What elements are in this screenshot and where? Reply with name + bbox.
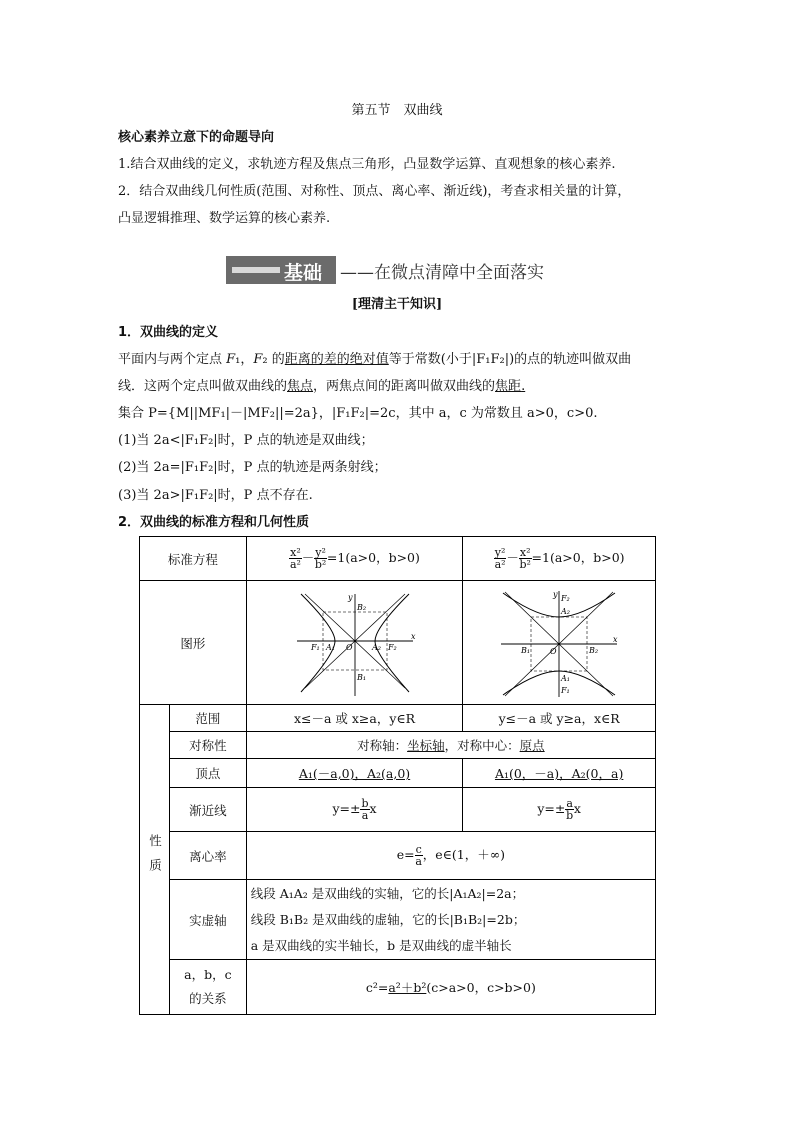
def-text: . <box>521 379 526 394</box>
label-b2: B₂ <box>589 645 599 655</box>
std-eq-1: $\frac{\text{x²}}{\text{a²}}$ － $\frac{\text{y²}}{\text{b²}}$ =1(a>0，b>0) <box>246 537 463 581</box>
def-text: 平面内与两个定点 <box>118 352 227 367</box>
label-x: x <box>410 631 416 641</box>
graph-cell-2 <box>463 581 656 705</box>
hyperbola-y-graph <box>497 587 621 699</box>
denominator: a <box>361 809 369 822</box>
label-x: x <box>613 634 618 644</box>
numerator: y² <box>315 546 326 559</box>
def-f2: F <box>253 352 263 367</box>
denominator: a² <box>289 558 301 571</box>
eq-tail: =1(a>0，b>0) <box>531 550 625 565</box>
table-row <box>140 759 656 788</box>
page-title: 第五节 双曲线 <box>351 103 443 118</box>
def-text: ，两焦点间的距离叫做双曲线的 <box>313 379 496 394</box>
eccentricity-label: 离心率 <box>169 832 246 880</box>
relation-label-line-1: a，b，c <box>184 967 232 982</box>
def-focal-distance-term: 焦距 <box>495 379 522 394</box>
table-row <box>140 537 656 581</box>
fraction <box>494 547 507 570</box>
goal-1: 1.结合双曲线的定义，求轨迹方程及焦点三角形，凸显数学运算、直观想象的核心素养. <box>118 157 616 172</box>
sym-center-term: 原点 <box>519 738 545 753</box>
label-y: y <box>347 592 353 602</box>
fraction <box>360 798 369 821</box>
banner-box <box>226 256 336 284</box>
numerator: y² <box>494 546 506 559</box>
axis-label: 实虚轴 <box>169 880 246 960</box>
definition-line-2 <box>118 375 525 394</box>
rel-key-term: a²＋b² <box>388 980 427 995</box>
label-a1: A₁ <box>325 642 335 652</box>
property-label-text: 性质 <box>147 833 163 883</box>
table-row <box>140 788 656 832</box>
section-banner <box>226 256 564 284</box>
table-row <box>140 880 656 960</box>
properties-table <box>139 536 656 1015</box>
equation-heading: 2．双曲线的标准方程和几何性质 <box>118 515 310 530</box>
guide-heading: 核心素养立意下的命题导向 <box>118 130 275 145</box>
case-1: (1)当 2a<|F₁F₂|时，P 点的轨迹是双曲线； <box>118 433 374 448</box>
def-text: ₁， <box>235 352 254 367</box>
asym-text: y=± <box>332 801 361 816</box>
label-a2: A₂ <box>561 606 571 616</box>
asymptote-2 <box>463 788 656 832</box>
symmetry-value <box>246 732 655 759</box>
label-f1: F₁ <box>561 685 570 695</box>
axis-value <box>246 880 655 960</box>
asym-text: x <box>573 801 581 816</box>
eq-tail: =1(a>0，b>0) <box>326 550 420 565</box>
graph-label: 图形 <box>140 581 247 705</box>
asymptote-1 <box>246 788 463 832</box>
asym-text: y=± <box>537 801 566 816</box>
ecc-text: e= <box>396 847 415 862</box>
fraction <box>314 547 327 570</box>
numerator: c <box>415 843 422 856</box>
ecc-text: ，e∈(1，＋∞) <box>422 847 506 862</box>
label-b1: B₁ <box>521 645 531 655</box>
denominator: b² <box>519 558 531 571</box>
label-f1: F₁ <box>310 642 320 652</box>
label-b1: B₁ <box>356 672 366 682</box>
std-eq-2: $\frac{\text{y²}}{\text{a²}}$ － $\frac{\text{x²}}{\text{b²}}$ =1(a>0，b>0) <box>463 537 656 581</box>
denominator: b² <box>314 558 327 571</box>
numerator: x² <box>519 546 531 559</box>
rel-text: c²= <box>365 980 389 995</box>
numerator: b <box>361 797 369 810</box>
def-text: ₂ 的 <box>262 352 285 367</box>
sym-axis-term: 坐标轴 <box>407 738 445 753</box>
denominator: a² <box>494 558 506 571</box>
table-row <box>140 832 656 880</box>
definition-heading: 1．双曲线的定义 <box>118 325 219 340</box>
banner-key: 基础 <box>284 262 323 284</box>
label-a1: A₁ <box>561 673 571 683</box>
range-label: 范围 <box>169 705 246 732</box>
property-label <box>140 705 170 1015</box>
relation-label-line-2: 的关系 <box>189 991 227 1006</box>
range-2: y≤－a 或 y≥a，x∈R <box>463 705 656 732</box>
table-row <box>140 960 656 1015</box>
banner-subtitle: ——在微点清障中全面落实 <box>340 263 544 283</box>
vertex-1: A₁(－a,0)，A₂(a,0) <box>246 759 463 788</box>
label-f2: F₂ <box>387 642 397 652</box>
eccentricity-value <box>246 832 655 880</box>
table-row <box>140 732 656 759</box>
fraction <box>565 798 574 821</box>
table-row <box>140 705 656 732</box>
rel-text: (c>a>0，c>b>0) <box>426 980 536 995</box>
numerator: x² <box>290 546 301 559</box>
std-label: 标准方程 <box>140 537 247 581</box>
def-key-term: 距离的差的绝对值 <box>284 352 389 367</box>
fraction <box>415 844 423 867</box>
label-origin: O <box>550 646 557 656</box>
section-heading: [理清主干知识] <box>351 297 443 312</box>
graph-cell-1 <box>246 581 463 705</box>
asymptote-label: 渐近线 <box>169 788 246 832</box>
axis-line-1: 线段 A₁A₂ 是双曲线的实轴，它的长|A₁A₂|=2a； <box>250 885 525 901</box>
asym-text: x <box>369 801 377 816</box>
def-focus-term: 焦点 <box>287 379 314 394</box>
vertex-2: A₁(0，－a)，A₂(0，a) <box>463 759 656 788</box>
relation-label <box>169 960 246 1015</box>
label-a2: A₂ <box>371 642 381 652</box>
case-2: (2)当 2a=|F₁F₂|时，P 点的轨迹是两条射线； <box>118 460 387 475</box>
denominator: a <box>415 855 422 868</box>
sym-text: ，对称中心： <box>444 738 520 753</box>
def-text: 等于常数(小于|F₁F₂|)的点的轨迹叫做双曲 <box>388 352 632 367</box>
sym-text: 对称轴： <box>357 738 408 753</box>
axis-line-3: a 是双曲线的实半轴长，b 是双曲线的虚半轴长 <box>250 937 512 953</box>
def-f1: F <box>226 352 236 367</box>
banner-bar <box>232 267 280 273</box>
label-origin: O <box>345 642 353 652</box>
relation-value <box>246 960 655 1015</box>
case-3: (3)当 2a>|F₁F₂|时，P 点不存在. <box>118 488 313 503</box>
denominator: b <box>566 809 574 822</box>
label-y: y <box>553 589 558 599</box>
label-f2: F₂ <box>561 593 570 603</box>
label-b2: B₂ <box>356 602 366 612</box>
symmetry-label: 对称性 <box>169 732 246 759</box>
numerator: a <box>566 797 573 810</box>
definition-line-1 <box>118 348 631 367</box>
vertex-label: 顶点 <box>169 759 246 788</box>
fraction <box>519 547 532 570</box>
table-row <box>140 581 656 705</box>
fraction <box>289 547 302 570</box>
hyperbola-x-graph <box>293 588 417 698</box>
goal-2-line-a: 2．结合双曲线几何性质(范围、对称性、顶点、离心率、渐近线)，考查求相关量的计算， <box>118 184 631 199</box>
goal-2-line-b: 凸显逻辑推理、数学运算的核心素养. <box>118 211 331 226</box>
range-1: x≤－a 或 x≥a，y∈R <box>246 705 463 732</box>
axis-line-2: 线段 B₁B₂ 是双曲线的虚轴，它的长|B₁B₂|=2b； <box>250 911 526 927</box>
def-text: 线．这两个定点叫做双曲线的 <box>118 379 288 394</box>
set-definition: 集合 P={M||MF₁|－|MF₂||=2a}，|F₁F₂|=2c，其中 a，c 为常数且 a>0，c>0. <box>118 406 598 421</box>
